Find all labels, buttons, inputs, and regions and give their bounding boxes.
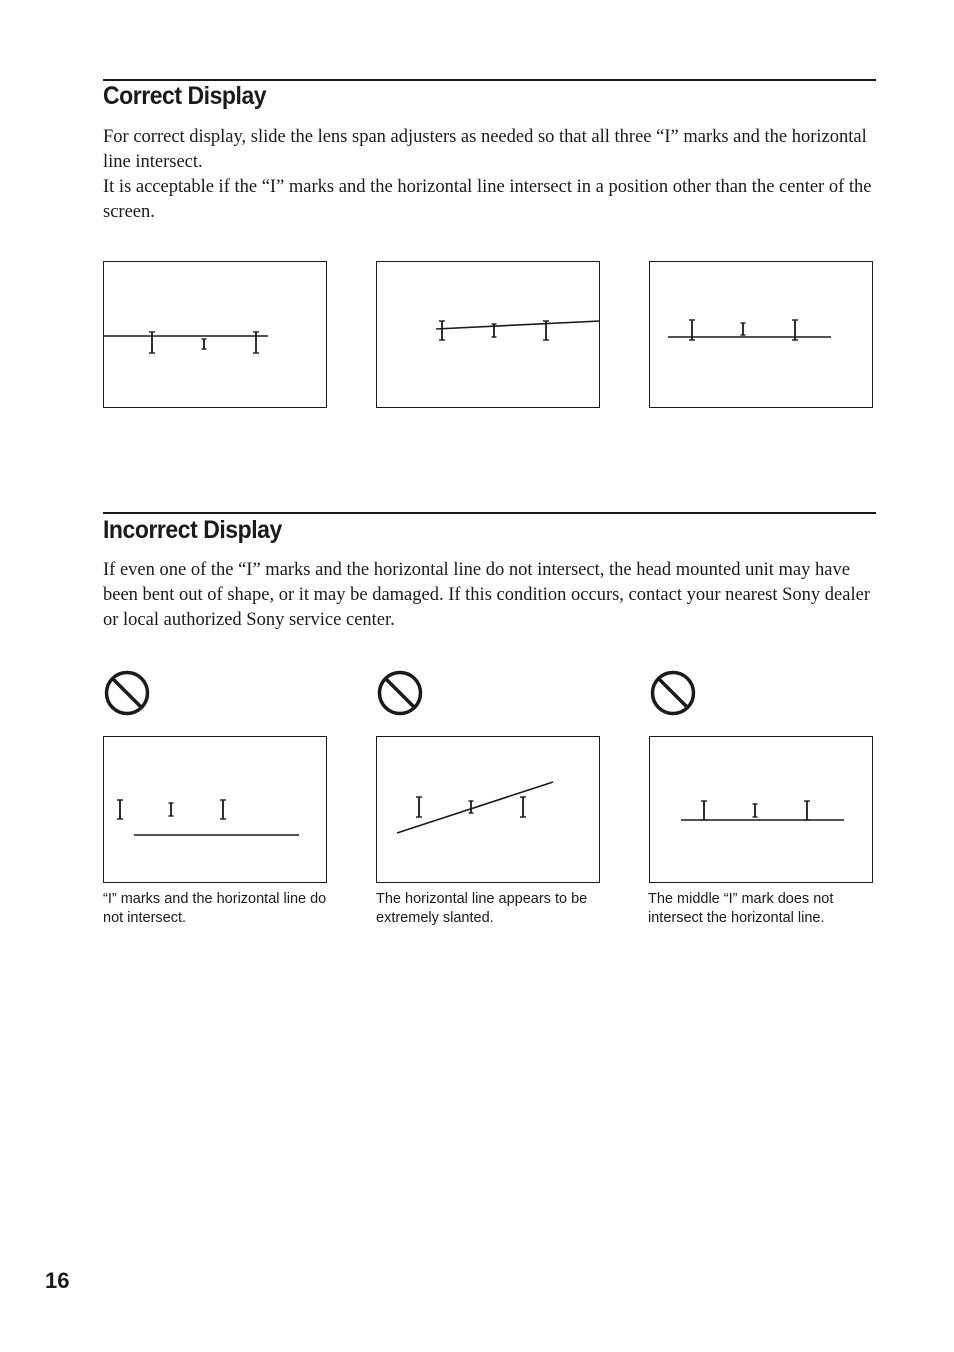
section-rule-correct <box>103 79 876 81</box>
incorrect-display-example-1 <box>103 736 327 883</box>
prohibited-icon <box>104 670 150 716</box>
correct-display-example-1 <box>103 261 327 408</box>
incorrect-description: If even one of the “I” marks and the horizontal line do not intersect, the head mounted unit may have been bent out of shape, or it may be damaged. If this condition occurs, contact your nearest Sony dealer or local authorized Sony service center. <box>103 560 870 630</box>
section-heading-incorrect: Incorrect Display <box>103 516 282 544</box>
caption-example-3: The middle “I” mark does not intersect the horizontal line. <box>648 891 834 926</box>
page-number: 16 <box>45 1268 70 1293</box>
prohibited-icon <box>377 670 423 716</box>
correct-display-example-2 <box>376 261 600 408</box>
caption-example-2: The horizontal line appears to be extremely slanted. <box>376 891 588 926</box>
correct-paragraph-2: It is acceptable if the “I” marks and the horizontal line intersect in a position other than the center of the screen. <box>103 177 872 222</box>
incorrect-display-example-2 <box>376 736 600 883</box>
correct-description <box>103 125 883 225</box>
correct-paragraph-1: For correct display, slide the lens span adjusters as needed so that all three “I” marks and the horizontal line intersect. <box>103 127 867 172</box>
incorrect-display-example-3 <box>649 736 873 883</box>
section-heading-correct: Correct Display <box>103 82 267 110</box>
caption-example-1: “I” marks and the horizontal line do not intersect. <box>103 891 327 926</box>
section-rule-incorrect <box>103 512 876 514</box>
correct-display-example-3 <box>649 261 873 408</box>
prohibited-icon <box>650 670 696 716</box>
